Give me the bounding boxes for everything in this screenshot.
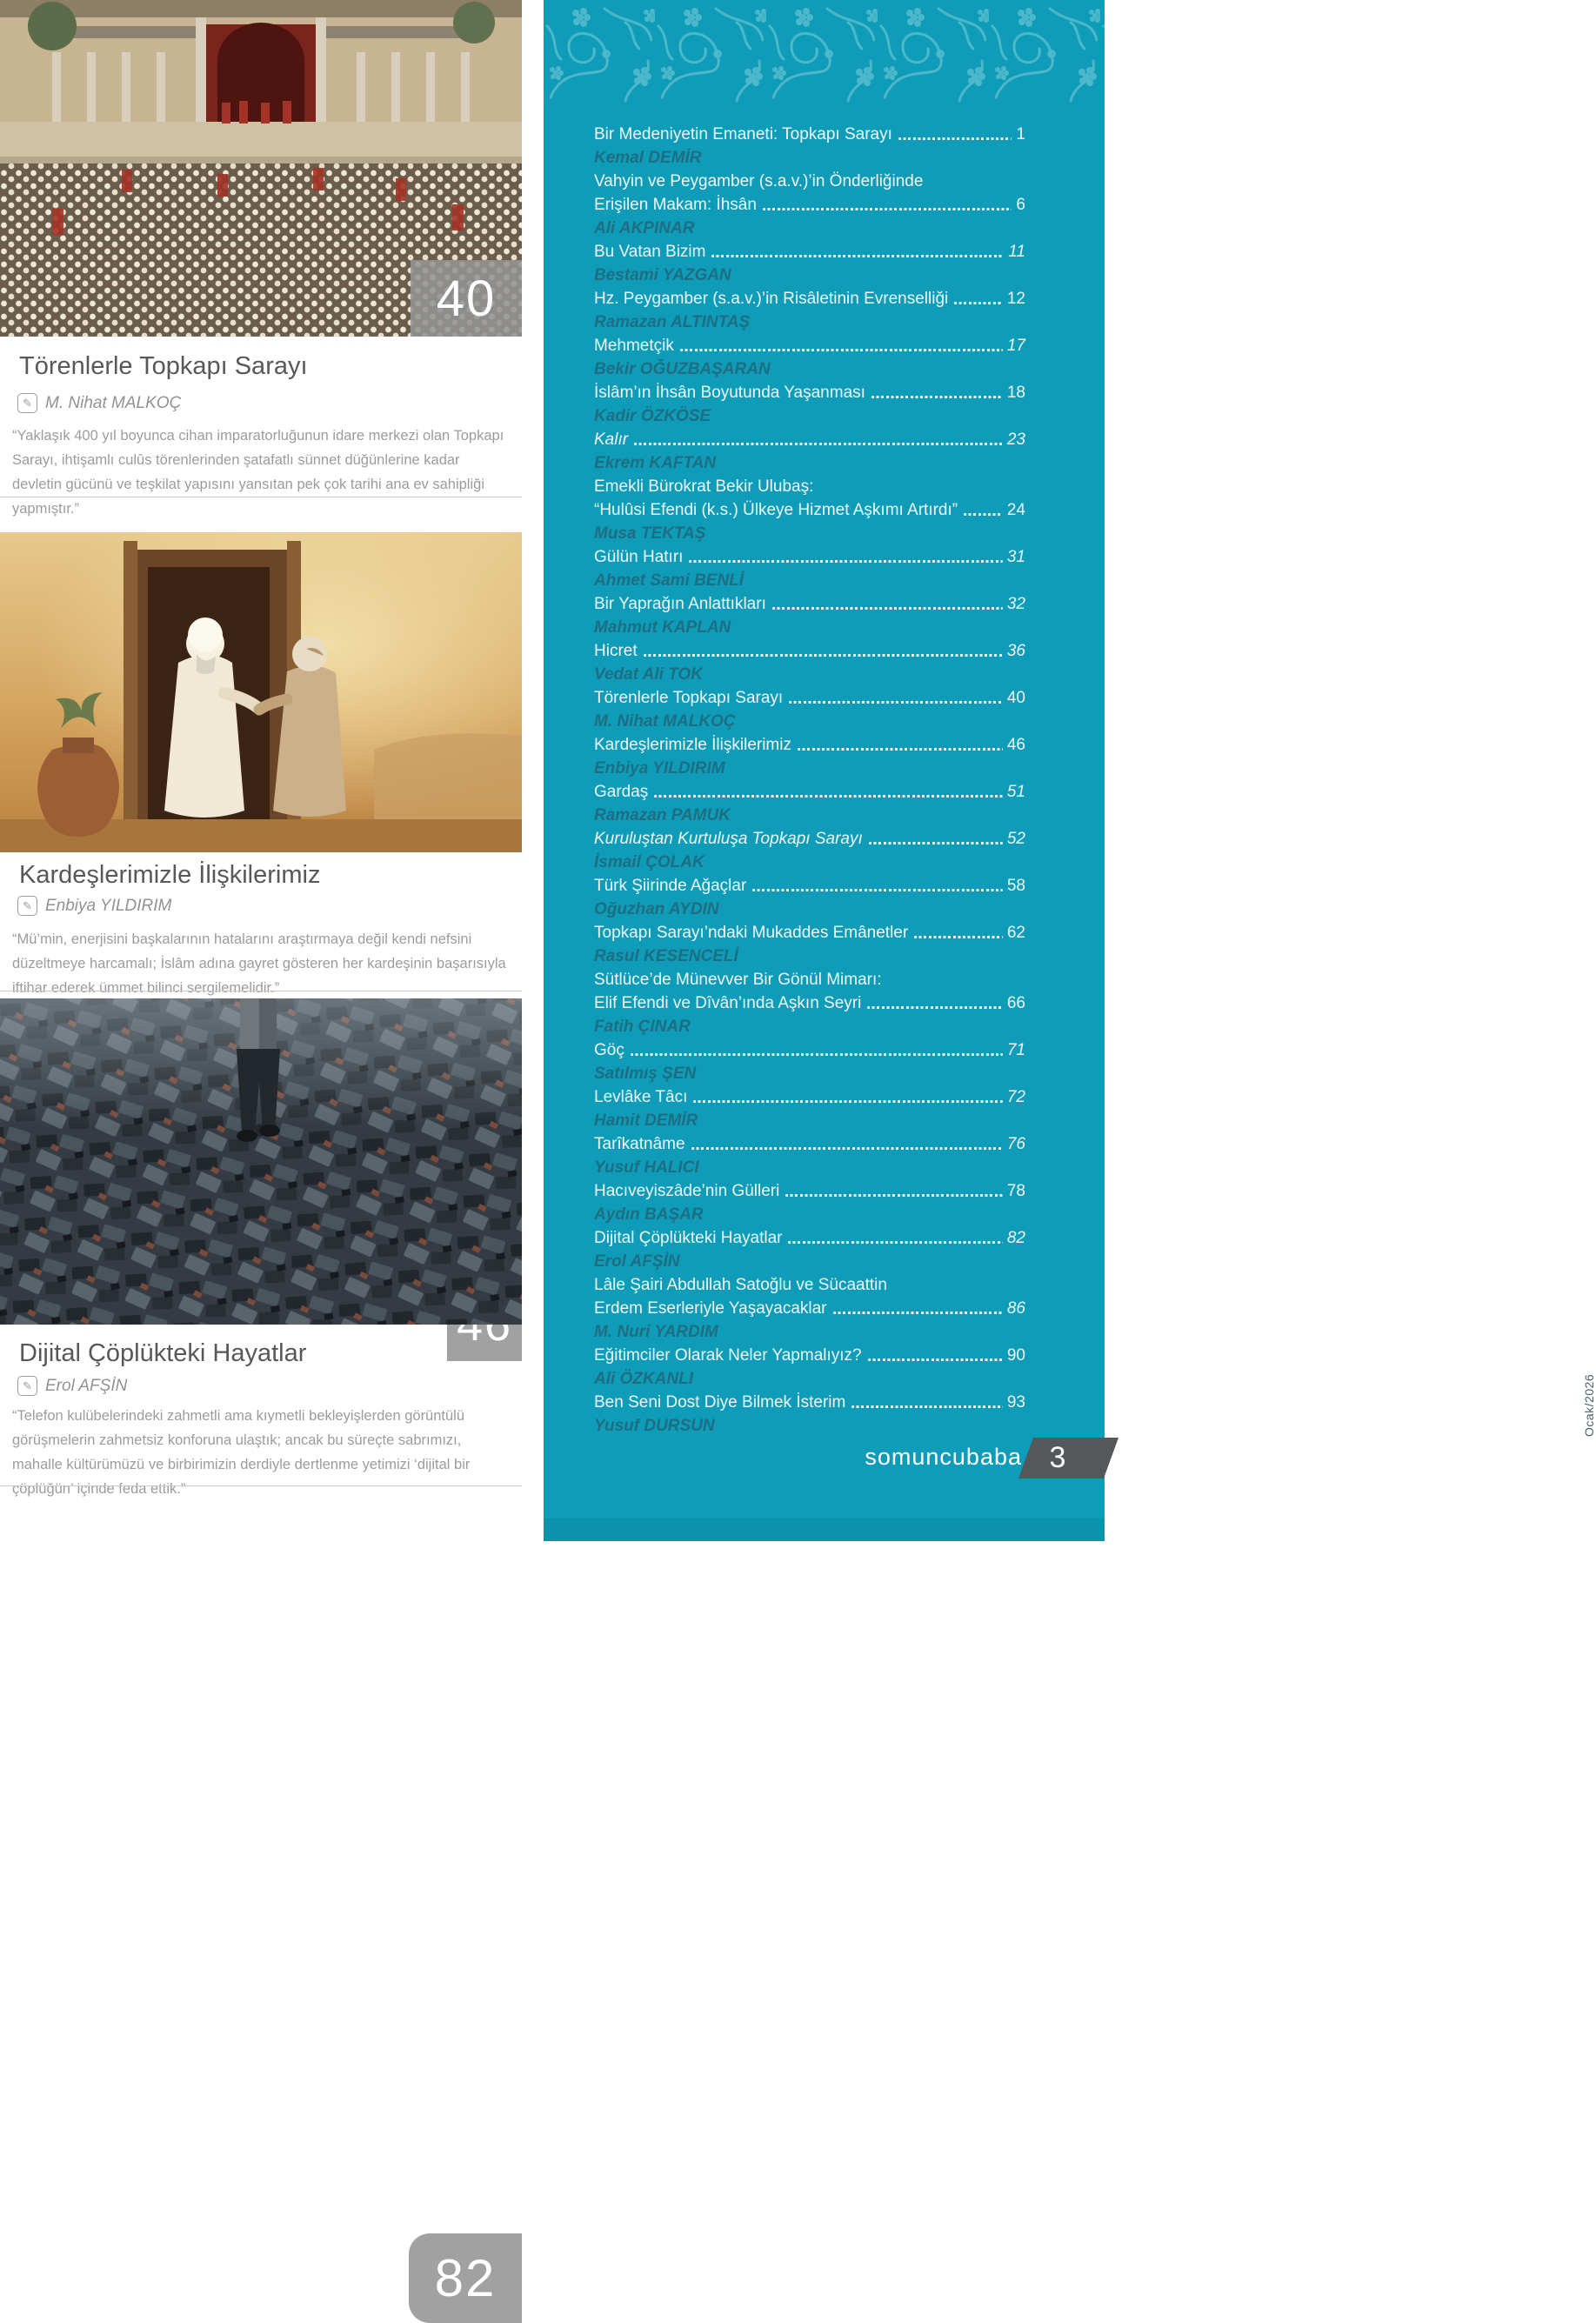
dot-leader	[868, 1358, 1003, 1361]
dot-leader	[833, 1312, 1003, 1314]
dot-leader	[898, 137, 1012, 140]
toc-entry[interactable]	[594, 1179, 1025, 1226]
dot-leader	[634, 443, 1003, 445]
toc-title: Gülün Hatırı	[594, 548, 684, 566]
toc-title: Bir Yaprağın Anlattıkları	[594, 595, 766, 613]
toc-title: Topkapı Sarayı’ndaki Mukaddes Emânetler	[594, 924, 909, 942]
toc-title: Dijital Çöplükteki Hayatlar	[594, 1229, 783, 1247]
toc-entry[interactable]	[594, 334, 1025, 381]
toc-author: Ali ÖZKANLI	[594, 1370, 693, 1388]
toc-author: İsmail ÇOLAK	[594, 853, 705, 871]
toc-entry[interactable]	[594, 827, 1025, 874]
toc-title: Törenlerle Topkapı Sarayı	[594, 689, 784, 707]
toc-title-row	[594, 123, 1025, 146]
toc-page-number: 66	[1006, 994, 1025, 1012]
toc-title-row	[594, 287, 1025, 310]
toc-title: Elif Efendi ve Dîvân’ında Aşkın Seyri	[594, 994, 862, 1012]
toc-entry[interactable]	[594, 1085, 1025, 1132]
toc-page-number: 12	[1006, 290, 1025, 308]
toc-title-row	[594, 921, 1025, 945]
toc-title: Erişilen Makam: İhsân	[594, 196, 757, 214]
toc-page-number: 58	[1006, 877, 1025, 895]
feature-image-ottoman-ceremony	[0, 0, 522, 337]
folio-page-badge	[1018, 1438, 1119, 1479]
toc-title-line: Lâle Şairi Abdullah Satoğlu ve Sücaattin	[594, 1276, 887, 1294]
section-divider	[0, 1485, 522, 1486]
dot-leader	[964, 513, 1003, 516]
dot-leader	[644, 654, 1003, 657]
toc-title: Hz. Peygamber (s.a.v.)’in Risâletinin Evrenselliği	[594, 290, 949, 308]
feature-page-number: 40	[436, 270, 497, 327]
toc-entry[interactable]	[594, 240, 1025, 287]
toc-title-row	[594, 1085, 1025, 1109]
toc-title: Hacıveyiszâde’nin Gülleri	[594, 1182, 780, 1200]
toc-author: Aydın BAŞAR	[594, 1205, 704, 1224]
toc-author: Vedat Ali TOK	[594, 665, 703, 684]
left-feature-column	[0, 0, 522, 2307]
dot-leader	[691, 1147, 1003, 1150]
toc-author: Bestami YAZGAN	[594, 266, 731, 284]
dot-leader	[869, 842, 1003, 844]
toc-entry[interactable]	[594, 780, 1025, 827]
toc-author: M. Nihat MALKOÇ	[594, 712, 736, 731]
dot-leader	[711, 255, 1004, 257]
pen-icon: ✎	[17, 896, 37, 916]
dot-leader	[789, 701, 1003, 704]
toc-title: Göç	[594, 1041, 624, 1059]
feature-author-row	[17, 393, 504, 413]
feature-author-name: Enbiya YILDIRIM	[45, 896, 172, 915]
bottom-strip	[544, 1519, 1105, 1541]
toc-entry[interactable]	[594, 428, 1025, 475]
toc-page-number: 72	[1006, 1088, 1025, 1106]
dot-leader	[785, 1194, 1003, 1197]
toc-page-number: 86	[1006, 1299, 1025, 1318]
toc-entry[interactable]	[594, 733, 1025, 780]
feature-page-number: 82	[434, 2249, 497, 2307]
toc-page-number: 90	[1006, 1346, 1025, 1365]
feature-title[interactable]: Dijital Çöplükteki Hayatlar	[19, 1339, 307, 1367]
toc-entry[interactable]	[594, 1344, 1025, 1391]
toc-author: Yusuf DURSUN	[594, 1417, 715, 1435]
feature-quote: “Mü’min, enerjisini başkalarının hatalarını araştırmaya değil kendi nefsini düzeltmeye harcamalı; İslâm adına gayret gösteren her kardeşinin başarısıyla iftihar ederek ümmet bilinci sergilemelidir.”	[12, 931, 506, 996]
toc-title-line: Emekli Bürokrat Bekir Ulubaş:	[594, 477, 814, 496]
toc-title-row	[594, 1344, 1025, 1367]
dot-leader	[851, 1405, 1003, 1408]
toc-page-number: 24	[1006, 501, 1025, 519]
toc-title: “Hulûsi Efendi (k.s.) Ülkeye Hizmet Aşkımı Artırdı”	[594, 501, 958, 519]
feature-image-handshake	[0, 532, 522, 852]
toc-title: Tarîkatnâme	[594, 1135, 685, 1153]
toc-author: Rasul KESENCELİ	[594, 947, 738, 965]
dot-leader	[867, 1006, 1003, 1009]
toc-page-number: 36	[1006, 642, 1025, 660]
toc-title-row	[594, 1179, 1025, 1203]
toc-page-number: 31	[1006, 548, 1025, 566]
magazine-brand: somuncubaba	[865, 1444, 1022, 1470]
toc-author: Ekrem KAFTAN	[594, 454, 717, 472]
edition-label: Ocak/2026	[1582, 1373, 1596, 1437]
toc-entry[interactable]	[594, 287, 1025, 334]
toc-title-row	[594, 1038, 1025, 1062]
handshake-illustration	[0, 532, 522, 852]
toc-page-number: 6	[1016, 196, 1025, 214]
toc-title: Levlâke Tâcı	[594, 1088, 688, 1106]
feature-quote: “Yaklaşık 400 yıl boyunca cihan imparatorluğunun idare merkezi olan Topkapı Sarayı, ihtişamlı culûs törenlerinden şatafatlı sünnet düğünlerine kadar devletin gücünü ve teşkilat yapısını yansıtan pek çok tarihi ana ev sahipliği yapmıştır.”	[12, 428, 504, 517]
toc-title-row	[594, 193, 1025, 217]
toc-title-row	[594, 428, 1025, 451]
toc-entry[interactable]	[594, 475, 1025, 545]
toc-entry[interactable]	[594, 123, 1025, 170]
toc-page-number: 1	[1016, 125, 1025, 144]
feature-author-name: Erol AFŞİN	[45, 1376, 128, 1395]
toc-title: Erdem Eserleriyle Yaşayacaklar	[594, 1299, 827, 1318]
toc-title-row	[594, 240, 1025, 264]
dot-leader	[680, 349, 1003, 351]
toc-page-number: 78	[1006, 1182, 1025, 1200]
dot-leader	[954, 302, 1003, 304]
toc-author: Musa TEKTAŞ	[594, 524, 706, 543]
dot-leader	[798, 748, 1003, 751]
toc-title: Ben Seni Dost Diye Bilmek İsterim	[594, 1393, 846, 1412]
toc-author: Erol AFŞİN	[594, 1252, 680, 1271]
dot-leader	[631, 1053, 1003, 1056]
toc-title: Kardeşlerimizle İlişkilerimiz	[594, 736, 791, 754]
feature-author-name: M. Nihat MALKOÇ	[45, 393, 182, 412]
toc-author: Bekir OĞUZBAŞARAN	[594, 360, 771, 378]
toc-title-line: Vahyin ve Peygamber (s.a.v.)’in Önderliğinde	[594, 172, 924, 190]
dot-leader	[788, 1241, 1002, 1244]
toc-title-row	[594, 686, 1025, 710]
toc-author: Satılmış ŞEN	[594, 1065, 697, 1083]
toc-title: Kuruluştan Kurtuluşa Topkapı Sarayı	[594, 830, 863, 848]
toc-title-row	[594, 1226, 1025, 1250]
ewaste-illustration	[0, 998, 522, 1325]
toc-entry[interactable]	[594, 1391, 1025, 1438]
toc-title-row	[594, 545, 1025, 569]
toc-page-number: 32	[1006, 595, 1025, 613]
toc-entry[interactable]	[594, 686, 1025, 733]
toc-entry[interactable]	[594, 874, 1025, 921]
toc-title: Bu Vatan Bizim	[594, 243, 706, 261]
toc-page-number: 23	[1006, 431, 1025, 449]
toc-entry[interactable]	[594, 1273, 1025, 1344]
toc-page-number: 62	[1006, 924, 1025, 942]
toc-title-row	[594, 733, 1025, 757]
toc-title-row	[594, 639, 1025, 663]
toc-page-number: 93	[1006, 1393, 1025, 1412]
toc-page-number: 76	[1006, 1135, 1025, 1153]
toc-page-number: 71	[1006, 1041, 1025, 1059]
toc-entry[interactable]	[594, 1226, 1025, 1273]
dot-leader	[693, 1100, 1002, 1103]
toc-title-row	[594, 1391, 1025, 1414]
toc-page-number: 52	[1006, 830, 1025, 848]
toc-author: Ramazan PAMUK	[594, 806, 731, 824]
folio-page-number: 3	[1048, 1441, 1065, 1474]
toc-author: Kadir ÖZKÖSE	[594, 407, 711, 425]
dot-leader	[689, 560, 1002, 563]
dot-leader	[763, 208, 1012, 210]
toc-entry[interactable]	[594, 545, 1025, 592]
toc-page-number: 46	[1006, 736, 1025, 754]
feature-page-badge	[409, 2233, 522, 2323]
toc-author: Ali AKPINAR	[594, 219, 695, 237]
toc-page-number: 11	[1008, 243, 1025, 261]
toc-page-number: 40	[1006, 689, 1025, 707]
toc-author: Oğuzhan AYDIN	[594, 900, 719, 918]
toc-entry[interactable]	[594, 170, 1025, 240]
toc-entry[interactable]	[594, 592, 1025, 639]
toc-author: Hamit DEMİR	[594, 1111, 698, 1130]
feature-author-row	[17, 1376, 504, 1396]
feature-quote: “Telefon kulübelerindeki zahmetli ama kıymetli bekleyişlerden görüntülü görüşmelerin zahmetsiz konforuna ulaştık; ancak bu süreçte sabrımızı, mahalle kültürümüzü ve birbirimizin derdiyle dertlenme yetimizi ‘dijital bir çöplüğün’ içinde feda ettik.”	[12, 1408, 471, 1497]
toc-title-row	[594, 334, 1025, 357]
toc-entry[interactable]	[594, 968, 1025, 1038]
toc-list	[594, 123, 1025, 1438]
toc-title: İslâm’ın İhsân Boyutunda Yaşanması	[594, 384, 865, 402]
dot-leader	[752, 889, 1003, 891]
pen-icon: ✎	[17, 393, 37, 413]
toc-entry[interactable]	[594, 1132, 1025, 1179]
pen-icon: ✎	[17, 1376, 37, 1396]
toc-title-row	[594, 498, 1025, 522]
toc-page-number: 51	[1006, 783, 1025, 801]
toc-author: M. Nuri YARDIM	[594, 1323, 718, 1341]
toc-title-row	[594, 991, 1025, 1015]
feature-page-badge	[411, 260, 522, 337]
toc-title-row	[594, 381, 1025, 404]
feature-author-row	[17, 896, 504, 916]
toc-title-row	[594, 827, 1025, 851]
toc-author: Enbiya YILDIRIM	[594, 759, 725, 778]
toc-title: Kalır	[594, 431, 629, 449]
toc-entry[interactable]	[594, 381, 1025, 428]
toc-entry[interactable]	[594, 639, 1025, 686]
toc-author: Kemal DEMİR	[594, 149, 702, 167]
toc-title: Hicret	[594, 642, 638, 660]
toc-title-row	[594, 780, 1025, 804]
toc-title: Gardaş	[594, 783, 649, 801]
toc-title-row	[594, 1297, 1025, 1320]
toc-title: Bir Medeniyetin Emaneti: Topkapı Sarayı	[594, 125, 892, 144]
toc-title-line: Sütlüce’de Münevver Bir Gönül Mimarı:	[594, 971, 882, 989]
toc-author: Ramazan ALTINTAŞ	[594, 313, 751, 331]
toc-title: Eğitimciler Olarak Neler Yapmalıyız?	[594, 1346, 862, 1365]
dot-leader	[914, 936, 1003, 938]
toc-entry[interactable]	[594, 1038, 1025, 1085]
toc-page-number: 82	[1006, 1229, 1025, 1247]
toc-author: Mahmut KAPLAN	[594, 618, 731, 637]
feature-title[interactable]: Törenlerle Topkapı Sarayı	[19, 352, 308, 380]
dot-leader	[654, 795, 1003, 798]
toc-title: Mehmetçik	[594, 337, 674, 355]
toc-author: Ahmet Sami BENLİ	[594, 571, 745, 590]
toc-title-row	[594, 874, 1025, 898]
dot-leader	[772, 607, 1003, 610]
feature-title[interactable]: Kardeşlerimizle İlişkilerimiz	[19, 861, 321, 889]
toc-author: Fatih ÇINAR	[594, 1018, 691, 1036]
toc-page-number: 18	[1006, 384, 1025, 402]
floral-ornament-band	[544, 2, 1105, 104]
dot-leader	[871, 396, 1003, 398]
toc-page-number: 17	[1006, 337, 1025, 355]
toc-title-row	[594, 592, 1025, 616]
toc-title: Türk Şiirinde Ağaçlar	[594, 877, 747, 895]
toc-author: Yusuf HALICI	[594, 1158, 699, 1177]
toc-title-row	[594, 1132, 1025, 1156]
toc-entry[interactable]	[594, 921, 1025, 968]
toc-panel	[544, 0, 1596, 1541]
